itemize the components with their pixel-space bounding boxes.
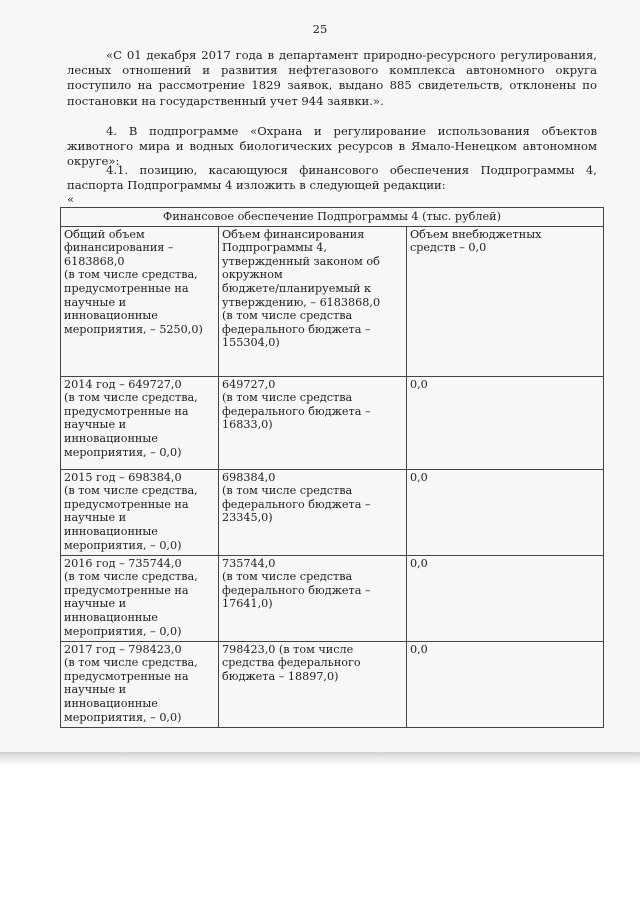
year-total-cell: 2016 год – 735744,0 (в том числе средства, предусмотренные на научные и инновационные мероприятия, – 0,0) — [61, 555, 219, 641]
year-extrabudget-cell: 0,0 — [407, 641, 604, 727]
year-extrabudget-cell: 0,0 — [407, 376, 604, 469]
table-row-2016 — [61, 555, 604, 641]
table-row-total — [61, 226, 604, 376]
page-bottom-edge — [0, 752, 640, 766]
opening-quote: « — [67, 192, 75, 206]
year-subprogram-cell: 735744,0 (в том числе средства федерального бюджета – 17641,0) — [219, 555, 407, 641]
table-row-2014 — [61, 376, 604, 469]
year-extrabudget-cell: 0,0 — [407, 555, 604, 641]
year-subprogram-cell: 798423,0 (в том числе средства федерального бюджета – 18897,0) — [219, 641, 407, 727]
subprogram-financing-cell: Объем финансирования Подпрограммы 4, утвержденный законом об окружном бюджете/планируемый к утверждению, – 6183868,0 (в том числе средства федерального бюджета – 155304,0) — [219, 226, 407, 376]
year-subprogram-cell: 649727,0 (в том числе средства федерального бюджета – 16833,0) — [219, 376, 407, 469]
year-total-cell: 2015 год – 698384,0 (в том числе средства, предусмотренные на научные и инновационные мероприятия, – 0,0) — [61, 469, 219, 555]
table-title-row — [61, 208, 604, 227]
financing-table — [60, 207, 604, 728]
year-total-cell: 2014 год – 649727,0 (в том числе средства, предусмотренные на научные и инновационные мероприятия, – 0,0) — [61, 376, 219, 469]
year-subprogram-cell: 698384,0 (в том числе средства федерального бюджета – 23345,0) — [219, 469, 407, 555]
paragraph-item-4-1: 4.1. позицию, касающуюся финансового обеспечения Подпрограммы 4, паспорта Подпрограммы 4 изложить в следующей редакции: — [67, 163, 597, 193]
extrabudget-cell: Объем внебюджетных средств – 0,0 — [407, 226, 604, 376]
table-row-2015 — [61, 469, 604, 555]
paragraph-applications: «С 01 декабря 2017 года в департамент природно-ресурсного регулирования, лесных отношений и развития нефтегазового комплекса автономного округа поступило на рассмотрение 1829 заявок, выдано 885 свидетельств, отклонены по постановки на государственный учет 944 заявки.». — [67, 48, 597, 108]
year-extrabudget-cell: 0,0 — [407, 469, 604, 555]
page-number: 25 — [312, 22, 328, 36]
paragraph-subprogram-4: 4. В подпрограмме «Охрана и регулирование использования объектов животного мира и водных биологических ресурсов в Ямало-Ненецком автономном округе»: — [67, 124, 597, 169]
table-row-2017 — [61, 641, 604, 727]
table-title: Финансовое обеспечение Подпрограммы 4 (тыс. рублей) — [61, 208, 604, 227]
year-total-cell: 2017 год – 798423,0 (в том числе средства, предусмотренные на научные и инновационные мероприятия, – 0,0) — [61, 641, 219, 727]
total-financing-cell: Общий объем финансирования – 6183868,0 (в том числе средства, предусмотренные на научные и инновационные мероприятия, – 5250,0) — [61, 226, 219, 376]
